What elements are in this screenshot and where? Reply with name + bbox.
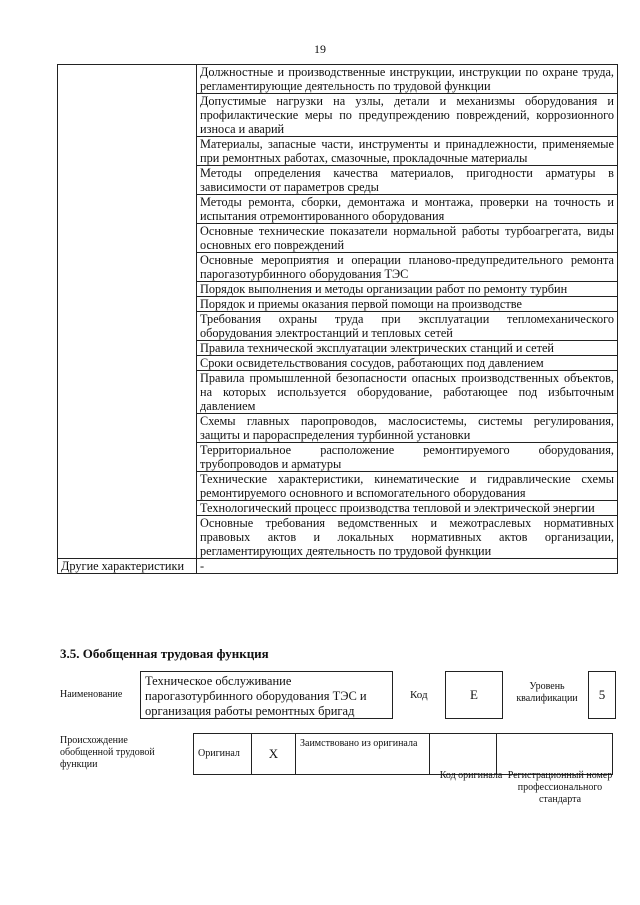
knowledge-item: Территориальное расположение ремонтируемого оборудования, трубопроводов и арматуры xyxy=(197,443,618,472)
knowledge-item: Порядок выполнения и методы организации работ по ремонту турбин xyxy=(197,282,618,297)
knowledge-item: Требования охраны труда при эксплуатации тепломеханического оборудования электростанций и тепловых сетей xyxy=(197,312,618,341)
other-characteristics-label: Другие характеристики xyxy=(58,559,197,574)
original-label: Оригинал xyxy=(194,734,252,775)
page-number: 19 xyxy=(314,42,326,56)
name-label: Наименование xyxy=(60,689,123,700)
knowledge-label-cell xyxy=(58,65,197,559)
qualification-level-field: 5 xyxy=(588,671,616,719)
knowledge-item: Основные технические показатели нормальной работы турбоагрегата, виды основных его повреждений xyxy=(197,224,618,253)
knowledge-item: Методы определения качества материалов, пригодности арматуры в зависимости от параметров среды xyxy=(197,166,618,195)
other-characteristics-value: - xyxy=(197,559,618,574)
origin-label: Происхождение обобщенной трудовой функции xyxy=(60,735,155,770)
knowledge-item: Порядок и приемы оказания первой помощи на производстве xyxy=(197,297,618,312)
registration-number-field xyxy=(497,734,613,775)
knowledge-item: Правила промышленной безопасности опасных производственных объектов, на которых используется оборудование, работающее под избыточным давлением xyxy=(197,371,618,414)
knowledge-item: Допустимые нагрузки на узлы, детали и механизмы оборудования и профилактические меры по предупреждению повреждений, коррозионного износа и аварий xyxy=(197,94,618,137)
section-heading: 3.5. Обобщенная трудовая функция xyxy=(60,646,269,661)
other-characteristics-row xyxy=(58,559,618,574)
knowledge-item: Технологический процесс производства тепловой и электрической энергии xyxy=(197,501,618,516)
original-code-field xyxy=(430,734,497,775)
knowledge-row xyxy=(58,65,618,94)
knowledge-item: Основные мероприятия и операции планово-предупредительного ремонта парогазотурбинного оборудования ТЭС xyxy=(197,253,618,282)
knowledge-item: Сроки освидетельствования сосудов, работающих под давлением xyxy=(197,356,618,371)
knowledge-item: Должностные и производственные инструкции, инструкции по охране труда, регламентирующие деятельность по трудовой функции xyxy=(197,65,618,94)
original-code-caption: Код оригинала xyxy=(439,770,503,781)
knowledge-item: Правила технической эксплуатации электрических станций и сетей xyxy=(197,341,618,356)
function-name-field: Техническое обслуживание парогазотурбинного оборудования ТЭС и организация работы ремонтных бригад xyxy=(140,671,393,719)
function-code-field: E xyxy=(445,671,503,719)
knowledge-item: Материалы, запасные части, инструменты и принадлежности, применяемые при ремонтных работах, смазочные, прокладочные материалы xyxy=(197,137,618,166)
required-knowledge-table xyxy=(57,64,618,574)
knowledge-item: Методы ремонта, сборки, демонтажа и монтажа, проверки на точность и испытания отремонтированного оборудования xyxy=(197,195,618,224)
origin-table xyxy=(193,733,613,775)
borrowed-label: Заимствовано из оригинала xyxy=(296,734,430,775)
registration-number-caption: Регистрационный номер профессионального стандарта xyxy=(507,770,613,805)
knowledge-item: Схемы главных паропроводов, маслосистемы, системы регулирования, защиты и парораспределения турбинной установки xyxy=(197,414,618,443)
knowledge-item: Основные требования ведомственных и межотраслевых нормативных правовых актов и локальных нормативных актов организации, регламентирующих деятельность по трудовой функции xyxy=(197,516,618,559)
code-label: Код xyxy=(410,689,428,701)
original-mark: X xyxy=(252,734,296,775)
qualification-level-label: Уровень квалификации xyxy=(516,681,578,704)
knowledge-item: Технические характеристики, кинематические и гидравлические схемы ремонтируемого основного и вспомогательного оборудования xyxy=(197,472,618,501)
